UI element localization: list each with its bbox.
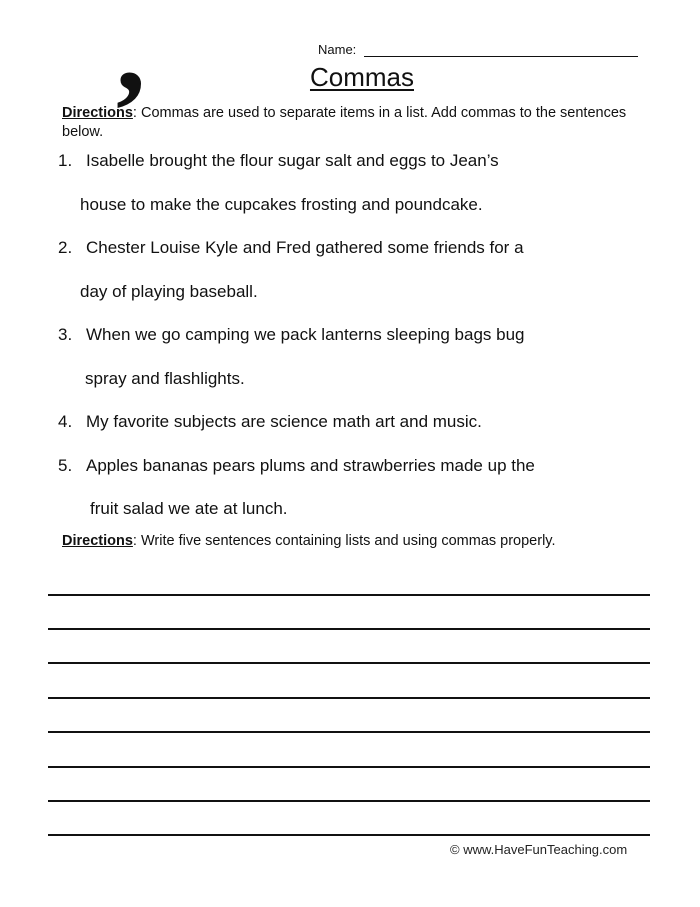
question-1-line1 xyxy=(58,151,499,171)
question-2-line2: day of playing baseball. xyxy=(80,282,258,301)
directions-text: : Write five sentences containing lists and using commas properly. xyxy=(132,533,556,549)
directions-paragraph xyxy=(62,104,632,142)
footer-copyright: © www.HaveFunTeaching.com xyxy=(450,842,628,857)
directions-label: Directions xyxy=(62,533,133,549)
writing-line-4[interactable] xyxy=(48,697,650,699)
question-number: 3. xyxy=(58,325,73,344)
directions-label: Directions xyxy=(62,105,133,121)
question-text: Apples bananas pears plums and strawberries made up the xyxy=(86,456,535,475)
question-text: When we go camping we pack lanterns sleeping bags bug xyxy=(86,325,525,344)
page-title: Commas xyxy=(309,62,414,92)
writing-line-8[interactable] xyxy=(48,834,650,836)
question-3-line1 xyxy=(58,325,525,345)
writing-line-5[interactable] xyxy=(48,731,650,733)
question-3-line2: spray and flashlights. xyxy=(85,369,245,388)
directions-paragraph-2 xyxy=(62,532,632,551)
writing-line-7[interactable] xyxy=(48,800,650,802)
writing-line-6[interactable] xyxy=(48,766,650,768)
writing-line-2[interactable] xyxy=(48,628,650,630)
directions-text: : Commas are used to separate items in a list. Add commas to the sentences below. xyxy=(62,105,627,140)
question-number: 1. xyxy=(58,151,73,170)
writing-line-3[interactable] xyxy=(48,662,650,664)
question-1-line2: house to make the cupcakes frosting and poundcake. xyxy=(80,195,483,214)
question-5-line2: fruit salad we ate at lunch. xyxy=(90,499,288,518)
name-label: Name: xyxy=(318,42,357,57)
question-2-line1 xyxy=(58,238,524,258)
question-number: 5. xyxy=(58,456,73,475)
writing-line-1[interactable] xyxy=(48,594,650,596)
question-number: 4. xyxy=(58,412,73,431)
name-field-line[interactable] xyxy=(364,56,638,57)
question-number: 2. xyxy=(58,238,73,257)
question-4-line1 xyxy=(58,412,482,432)
question-text: Isabelle brought the flour sugar salt and eggs to Jean’s xyxy=(86,151,499,170)
question-text: My favorite subjects are science math art and music. xyxy=(86,412,482,431)
question-5-line1 xyxy=(58,456,535,476)
comma-icon: , xyxy=(116,0,146,116)
question-text: Chester Louise Kyle and Fred gathered some friends for a xyxy=(86,238,524,257)
